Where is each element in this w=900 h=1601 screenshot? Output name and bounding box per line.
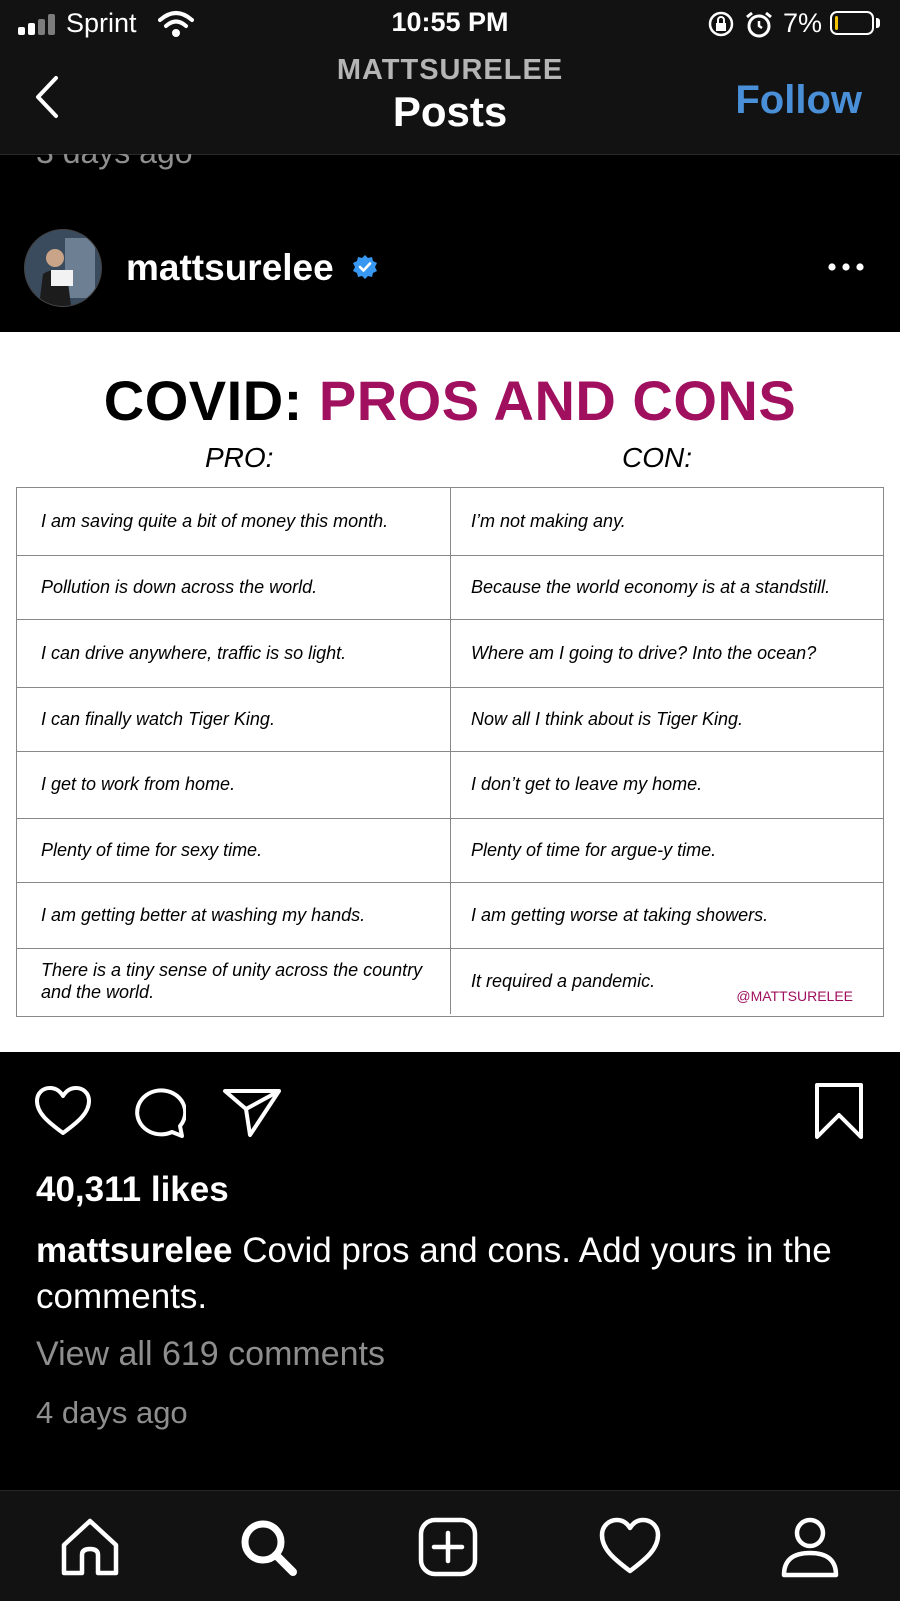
battery-nub <box>876 18 880 28</box>
follow-button[interactable]: Follow <box>735 78 862 122</box>
post-image[interactable] <box>0 332 900 1052</box>
more-options-icon[interactable] <box>826 262 866 272</box>
con-cell: Because the world economy is at a standstill. <box>471 576 831 597</box>
table-row <box>17 488 883 556</box>
caption-username[interactable]: mattsurelee <box>36 1231 233 1270</box>
caption <box>36 1228 866 1320</box>
heart-icon[interactable] <box>34 1085 92 1137</box>
home-icon[interactable] <box>58 1515 122 1579</box>
table-row <box>17 751 883 819</box>
pro-cell: Plenty of time for sexy time. <box>17 818 451 882</box>
image-title-part1: COVID: <box>103 369 303 432</box>
avatar[interactable] <box>24 229 102 307</box>
add-post-icon[interactable] <box>416 1515 480 1579</box>
con-cell: I don’t get to leave my home. <box>471 774 703 795</box>
battery-percent: 7% <box>783 8 823 38</box>
battery-icon <box>830 11 874 35</box>
rotation-lock-icon <box>707 10 735 38</box>
view-comments-link[interactable]: View all 619 comments <box>36 1335 385 1373</box>
table-row <box>17 818 883 883</box>
con-cell: I am getting worse at taking showers. <box>471 904 769 925</box>
con-header: CON: <box>622 442 692 473</box>
profile-icon[interactable] <box>778 1515 842 1579</box>
table-row <box>17 619 883 688</box>
activity-heart-icon[interactable] <box>598 1515 662 1579</box>
pro-cell: Pollution is down across the world. <box>17 555 451 619</box>
con-cell: It required a pandemic. <box>471 970 656 991</box>
post-timestamp: 4 days ago <box>36 1395 188 1430</box>
pro-cell: I am saving quite a bit of money this month. <box>17 488 451 555</box>
share-icon[interactable] <box>222 1086 282 1138</box>
table-row <box>17 948 883 1014</box>
image-title-part2: PROS AND CONS <box>318 369 797 432</box>
table-row <box>17 687 883 752</box>
pro-cell: There is a tiny sense of unity across the country and the world. <box>17 948 451 1014</box>
con-cell: Plenty of time for argue-y time. <box>471 839 717 860</box>
account-name: MATTSURELEE <box>336 54 564 86</box>
search-icon[interactable] <box>236 1515 300 1579</box>
page-title: Posts <box>392 88 508 135</box>
con-cell: I’m not making any. <box>471 511 626 532</box>
con-cell: Where am I going to drive? Into the ocean? <box>471 642 817 663</box>
carrier-label: Sprint <box>66 8 137 38</box>
table-row <box>17 555 883 620</box>
bookmark-icon[interactable] <box>812 1082 866 1140</box>
image-title <box>0 368 900 433</box>
comment-icon[interactable] <box>130 1086 186 1138</box>
alarm-icon <box>744 10 774 40</box>
pro-cell: I am getting better at washing my hands. <box>17 882 451 948</box>
pro-cell: I get to work from home. <box>17 751 451 818</box>
pro-header: PRO: <box>205 442 274 473</box>
pro-cell: I can drive anywhere, traffic is so light. <box>17 619 451 687</box>
pros-cons-table <box>16 487 884 1017</box>
clock: 10:55 PM <box>391 7 509 37</box>
verified-badge-icon <box>352 254 378 280</box>
caption-text: Covid pros and cons. Add yours in the comments. <box>36 1231 832 1316</box>
pro-cell: I can finally watch Tiger King. <box>17 687 451 751</box>
like-count[interactable]: 40,311 likes <box>36 1170 229 1209</box>
watermark: @MATTSURELEE <box>736 988 853 1004</box>
table-row <box>17 882 883 949</box>
con-cell: Now all I think about is Tiger King. <box>471 708 743 729</box>
post-username[interactable]: mattsurelee <box>126 247 334 288</box>
